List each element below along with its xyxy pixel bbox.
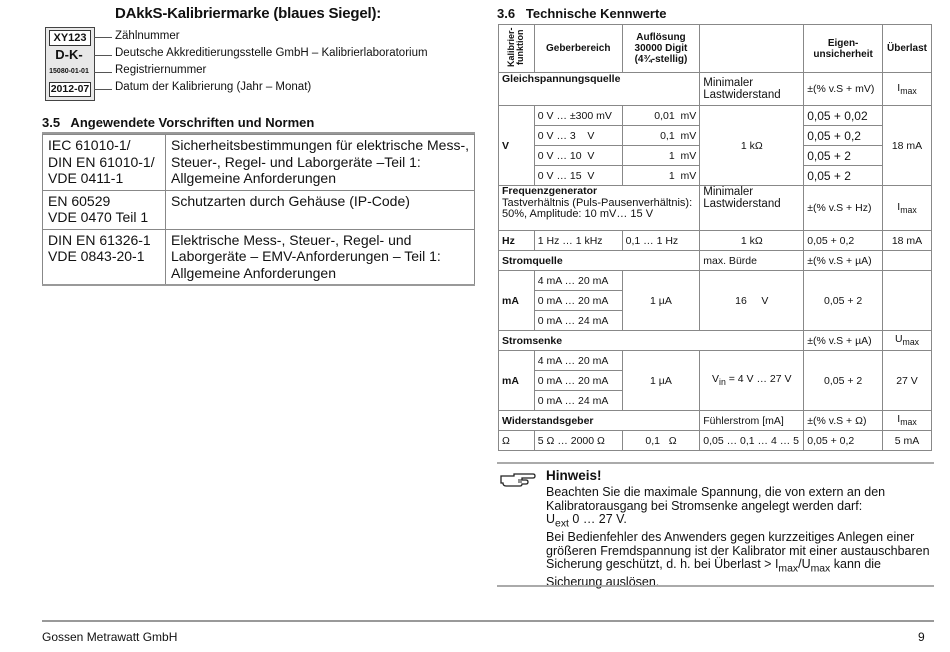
callout-line <box>94 89 112 90</box>
resistance-overload-symbol: I <box>897 413 901 426</box>
callout-count-number: Zählnummer <box>115 30 180 42</box>
note-top-rule <box>497 462 934 464</box>
note-bottom-rule <box>497 585 934 587</box>
note-line-2-text: Bei Bedienfehler des Anwenders gegen kurzzeitiges Anlegen einer größeren Fremdspannung ist der Kalibrator mit einer austauschbaren Sicherung geschützt, d. h. bei Überlast > I <box>546 530 930 571</box>
note-line-1: Beachten Sie die maximale Spannung, die von extern an den Kalibratorausgang bei Stromsenke angelegt werden darf: <box>546 485 886 513</box>
table-bottom-rule <box>42 284 475 286</box>
resistance-range: 5 Ω … 2000 Ω <box>534 431 622 451</box>
seal-date: 2012-07 <box>50 83 90 95</box>
table-row <box>499 251 932 271</box>
footer-rule <box>42 620 934 622</box>
norm-standard: IEC 61010-1/ DIN EN 61010-1/ VDE 0411-1 <box>43 135 166 191</box>
current-sink-title: Stromsenke <box>499 331 804 351</box>
current-source-burden-label: max. Bürde <box>700 251 804 271</box>
freq-range: 1 Hz … 1 kHz <box>534 231 622 251</box>
note-line-2 <box>546 531 934 590</box>
current-source-overload <box>883 271 932 331</box>
page-number: 9 <box>918 630 925 644</box>
pointing-hand-icon <box>500 472 536 488</box>
freq-resolution: 0,1 … 1 Hz <box>622 231 700 251</box>
resistance-sensor-current-label: Fühlerstrom [mA] <box>700 411 804 431</box>
current-sink-range: 0 mA … 20 mA <box>534 371 622 391</box>
dc-range: 0 V … ±300 mV <box>534 106 622 126</box>
header-func <box>499 25 535 73</box>
resistance-func: Ω <box>499 431 535 451</box>
dc-uncertainty: 0,05 + 2 <box>804 146 883 166</box>
freq-func: Hz <box>499 231 535 251</box>
current-source-func: mA <box>499 271 535 331</box>
table-row <box>499 106 932 126</box>
current-source-burden: 16 V <box>700 271 804 331</box>
current-source-range: 4 mA … 20 mA <box>534 271 622 291</box>
resistance-overload-sub: max <box>900 417 917 428</box>
dc-func: V <box>499 106 535 186</box>
freq-min-load-label: Minimaler Lastwiderstand <box>700 186 804 231</box>
current-source-resolution: 1 µA <box>622 271 700 331</box>
seal-registry: 15080-01-01 <box>49 68 89 75</box>
callout-accreditation: Deutsche Akkreditierungsstelle GmbH – Kalibrierlaboratorium <box>115 47 428 59</box>
resistance-overload-label <box>883 411 932 431</box>
norm-description: Elektrische Mess-, Steuer-, Regel- und Laborgeräte – EMV-Anforderungen – Teil 1: Allgemeine Anforderungen <box>166 229 475 285</box>
dc-overload-sub: max <box>900 86 917 97</box>
dc-range: 0 V … 10 V <box>534 146 622 166</box>
note-imax-sub: max <box>778 563 799 575</box>
header-empty <box>700 25 804 73</box>
current-sink-unc-label: ±(% v.S + µA) <box>804 331 883 351</box>
dc-unc-label: ±(% v.S + mV) <box>804 73 883 106</box>
section-3-5-title: 3.5 Angewendete Vorschriften und Normen <box>42 115 315 130</box>
table-row <box>499 271 932 291</box>
header-own-uncertainty: Eigen- unsicherheit <box>804 25 883 73</box>
callout-line <box>94 72 112 73</box>
note-uext <box>546 513 934 531</box>
freq-title: Frequenzgenerator <box>502 185 598 197</box>
dakks-title: DAkkS-Kalibriermarke (blaues Siegel): <box>115 5 382 22</box>
vin-sub: in <box>719 377 726 388</box>
resistance-overload: 5 mA <box>883 431 932 451</box>
dc-range: 0 V … 3 V <box>534 126 622 146</box>
freq-overload-label <box>883 186 932 231</box>
note-umax-symbol: /U <box>798 557 811 571</box>
uext-sub: ext <box>555 518 569 530</box>
freq-uncertainty: 0,05 + 0,2 <box>804 231 883 251</box>
dakks-seal <box>45 27 95 101</box>
current-sink-range: 4 mA … 20 mA <box>534 351 622 371</box>
callout-date: Datum der Kalibrierung (Jahr – Monat) <box>115 81 312 93</box>
table-row <box>499 231 932 251</box>
dc-load: 1 kΩ <box>700 106 804 186</box>
table-row <box>499 186 932 231</box>
section-3-6-title: 3.6 Technische Kennwerte <box>497 6 667 21</box>
dc-resolution: 0,01 mV <box>622 106 700 126</box>
current-sink-overload: 27 V <box>883 351 932 411</box>
spec-table <box>498 24 932 451</box>
seal-code: D-K- <box>55 47 83 62</box>
current-source-overload-empty <box>883 251 932 271</box>
current-sink-overload-sub: max <box>902 337 920 348</box>
resistance-unc-label: ±(% v.S + Ω) <box>804 411 883 431</box>
footer-company: Gossen Metrawatt GmbH <box>42 630 178 644</box>
norm-standard: EN 60529 VDE 0470 Teil 1 <box>43 190 166 229</box>
current-sink-overload-symbol: U <box>894 333 903 346</box>
spec-header-row <box>499 25 932 73</box>
uext-symbol: U <box>546 512 556 526</box>
vin-symbol: V <box>712 373 720 386</box>
uext-text: 0 … 27 V. <box>568 512 627 526</box>
table-row <box>499 351 932 371</box>
current-sink-range: 0 mA … 24 mA <box>534 391 622 411</box>
freq-overload-symbol: I <box>897 200 901 213</box>
dc-resolution: 1 mV <box>622 166 700 186</box>
table-row <box>499 331 932 351</box>
current-sink-resolution: 1 µA <box>622 351 700 411</box>
table-row <box>43 190 475 229</box>
freq-load: 1 kΩ <box>700 231 804 251</box>
note-body <box>546 486 934 590</box>
callout-line <box>94 37 112 38</box>
callout-registry: Registriernummer <box>115 64 207 76</box>
seal-number: XY123 <box>49 30 91 46</box>
current-source-range: 0 mA … 20 mA <box>534 291 622 311</box>
resistance-uncertainty: 0,05 + 0,2 <box>804 431 883 451</box>
current-source-range: 0 mA … 24 mA <box>534 311 622 331</box>
vin-text: = 4 V … 27 V <box>725 373 792 386</box>
norm-standard: DIN EN 61326-1 VDE 0843-20-1 <box>43 229 166 285</box>
norm-description: Sicherheitsbestimmungen für elektrische Mess-, Steuer-, Regel- und Laborgeräte –Teil 1: Allgemeine Anforderungen <box>166 135 475 191</box>
dc-source-title: Gleichspannungsquelle <box>499 73 700 106</box>
freq-overload-sub: max <box>900 205 917 216</box>
freq-title-cell <box>499 186 700 231</box>
freq-overload: 18 mA <box>883 231 932 251</box>
table-row <box>499 411 932 431</box>
dc-overload: 18 mA <box>883 106 932 186</box>
header-func-label: Kalibrier-funktion <box>506 27 526 67</box>
header-range: Geberbereich <box>534 25 622 73</box>
table-row <box>43 135 475 191</box>
note-line-2-end: kann die Sicherung auslösen. <box>546 557 881 589</box>
table-row <box>43 229 475 285</box>
freq-unc-label: ±(% v.S + Hz) <box>804 186 883 231</box>
current-source-unc-label: ±(% v.S + µA) <box>804 251 883 271</box>
current-sink-vin <box>700 351 804 411</box>
note-umax-sub: max <box>810 563 831 575</box>
current-sink-overload-label <box>883 331 932 351</box>
dc-min-load-label: Minimaler Lastwiderstand <box>700 73 804 106</box>
current-sink-func: mA <box>499 351 535 411</box>
current-source-uncertainty: 0,05 + 2 <box>804 271 883 331</box>
dc-uncertainty: 0,05 + 0,2 <box>804 126 883 146</box>
note-title: Hinweis! <box>546 468 602 483</box>
header-overload: Überlast <box>883 25 932 73</box>
table-row <box>499 431 932 451</box>
dc-uncertainty: 0,05 + 2 <box>804 166 883 186</box>
resistance-title: Widerstandsgeber <box>499 411 700 431</box>
dc-overload-label <box>883 73 932 106</box>
dc-resolution: 1 mV <box>622 146 700 166</box>
dc-overload-symbol: I <box>897 81 901 94</box>
current-source-title: Stromquelle <box>499 251 700 271</box>
current-sink-uncertainty: 0,05 + 2 <box>804 351 883 411</box>
norms-table <box>42 134 475 285</box>
freq-subtitle: Tastverhältnis (Puls-Pausenverhältnis): 50%, Amplitude: 10 mV… 15 V <box>502 196 693 220</box>
dc-uncertainty: 0,05 + 0,02 <box>804 106 883 126</box>
table-row <box>499 73 932 106</box>
norm-description: Schutzarten durch Gehäuse (IP-Code) <box>166 190 475 229</box>
header-resolution: Auflösung 30000 Digit (4¾-stellig) <box>622 25 700 73</box>
dc-resolution: 0,1 mV <box>622 126 700 146</box>
resistance-current: 0,05 … 0,1 … 4 … 5 <box>700 431 804 451</box>
resistance-resolution: 0,1 Ω <box>622 431 700 451</box>
dc-range: 0 V … 15 V <box>534 166 622 186</box>
callout-line <box>94 55 112 56</box>
